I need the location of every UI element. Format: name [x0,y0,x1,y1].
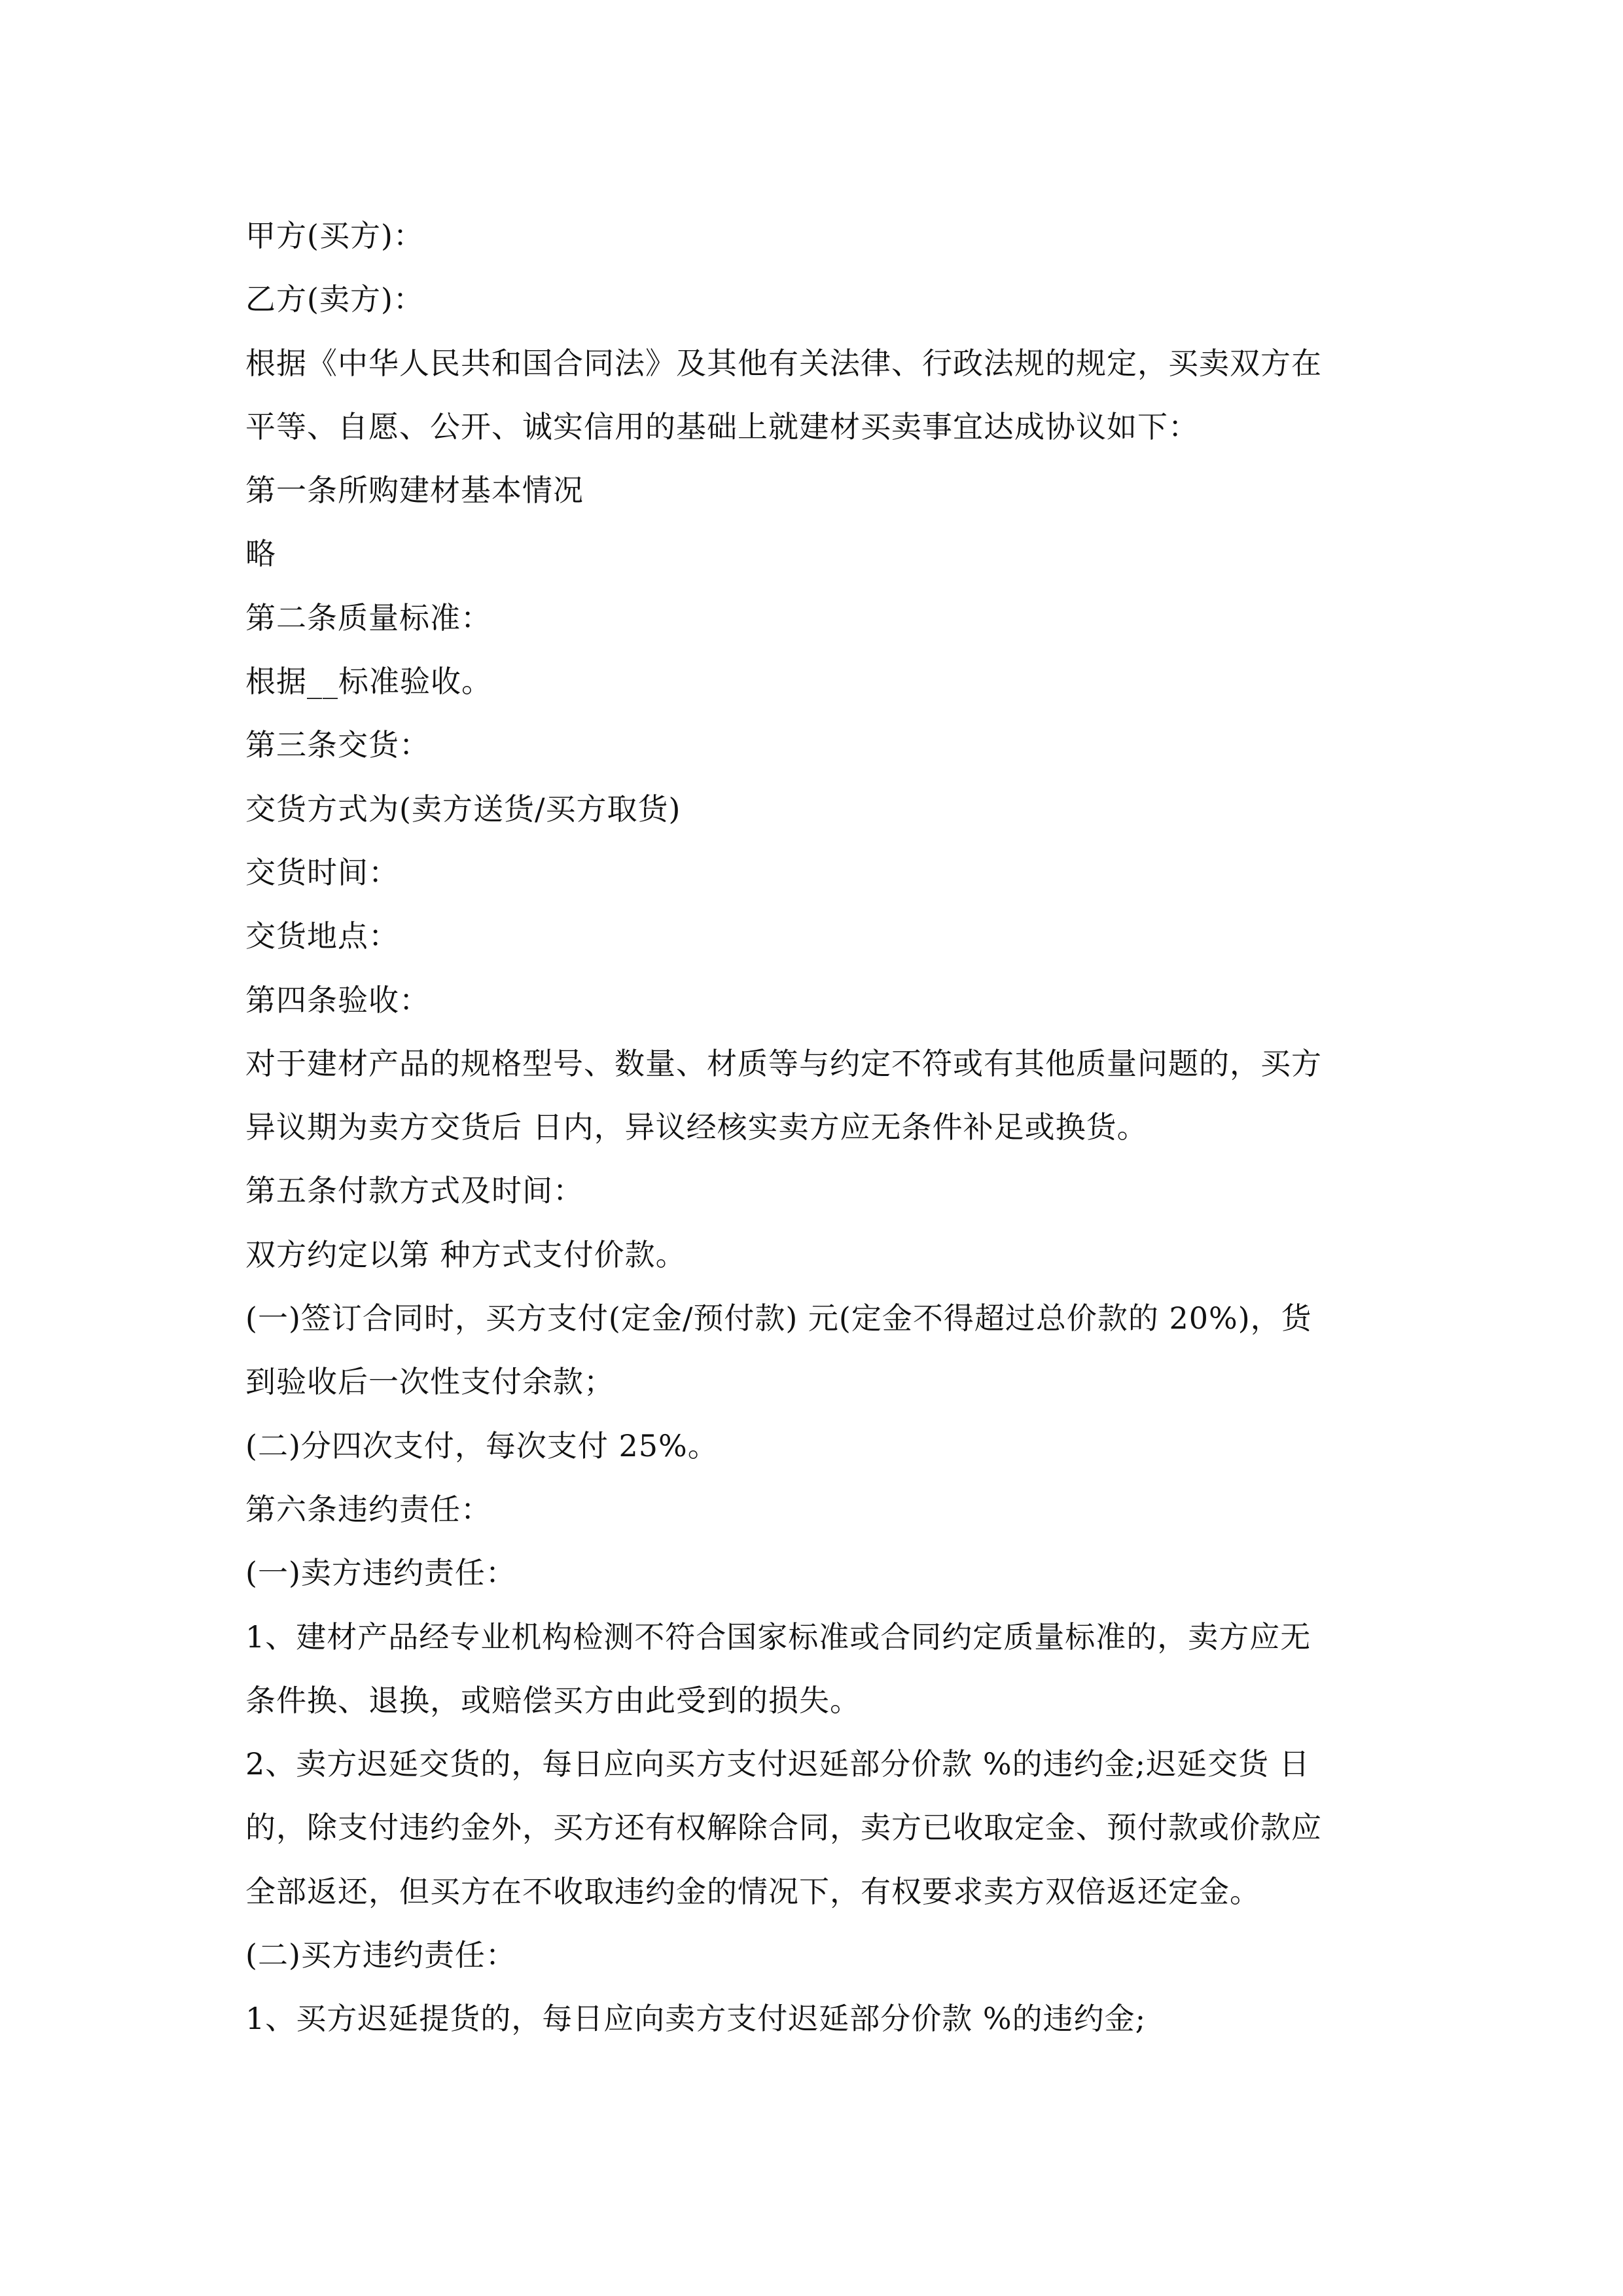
seller-clause-1-line-2: 条件换、退换，或赔偿买方由此受到的损失。 [245,1682,861,1718]
delivery-place-line: 交货地点： [245,918,399,954]
delivery-time-line: 交货时间： [245,854,399,890]
party-b-line: 乙方(卖方)： [245,281,424,317]
article-2-heading: 第二条质量标准： [245,600,491,636]
payment-option-1-line-1: (一)签订合同时，买方支付(定金/预付款) 元(定金不得超过总价款的 20%)，货 [245,1300,1312,1336]
seller-clause-2-line-2: 的，除支付违约金外，买方还有权解除合同，卖方已收取定金、预付款或价款应 [245,1810,1322,1846]
article-1-heading: 第一条所购建材基本情况 [245,473,584,509]
payment-choice-line: 双方约定以第 种方式支付价款。 [245,1236,687,1272]
seller-liability-heading: (一)卖方违约责任： [245,1555,516,1591]
article-5-heading: 第五条付款方式及时间： [245,1173,584,1209]
payment-option-2-line: (二)分四次支付，每次支付 25%。 [245,1427,719,1463]
seller-clause-2-line-1: 2、卖方迟延交货的，每日应向买方支付迟延部分价款 %的违约金;迟延交货 日 [245,1746,1310,1782]
delivery-method-line: 交货方式为(卖方送货/买方取货) [245,791,681,827]
article-2-body: 根据__标准验收。 [245,664,492,700]
party-a-line: 甲方(买方)： [245,218,424,253]
article-1-body: 略 [245,536,276,572]
preamble-line-2: 平等、自愿、公开、诚实信用的基础上就建材买卖事宜达成协议如下： [245,408,1199,444]
seller-clause-2-line-3: 全部返还，但买方在不收取违约金的情况下，有权要求卖方双倍返还定金。 [245,1873,1260,1909]
buyer-clause-1-line: 1、买方迟延提货的，每日应向卖方支付迟延部分价款 %的违约金; [245,2001,1147,2037]
buyer-liability-heading: (二)买方违约责任： [245,1937,516,1973]
article-4-heading: 第四条验收： [245,982,430,1018]
article-6-heading: 第六条违约责任： [245,1491,491,1527]
payment-option-1-line-2: 到验收后一次性支付余款； [245,1364,615,1400]
article-4-body-line-1: 对于建材产品的规格型号、数量、材质等与约定不符或有其他质量问题的，买方 [245,1045,1322,1081]
preamble-line-1: 根据《中华人民共和国合同法》及其他有关法律、行政法规的规定，买卖双方在 [245,345,1322,381]
article-3-heading: 第三条交货： [245,727,430,763]
article-4-body-line-2: 异议期为卖方交货后 日内，异议经核实卖方应无条件补足或换货。 [245,1109,1148,1145]
contract-body [245,204,1387,2051]
seller-clause-1-line-1: 1、建材产品经专业机构检测不符合国家标准或合同约定质量标准的，卖方应无 [245,1619,1311,1655]
